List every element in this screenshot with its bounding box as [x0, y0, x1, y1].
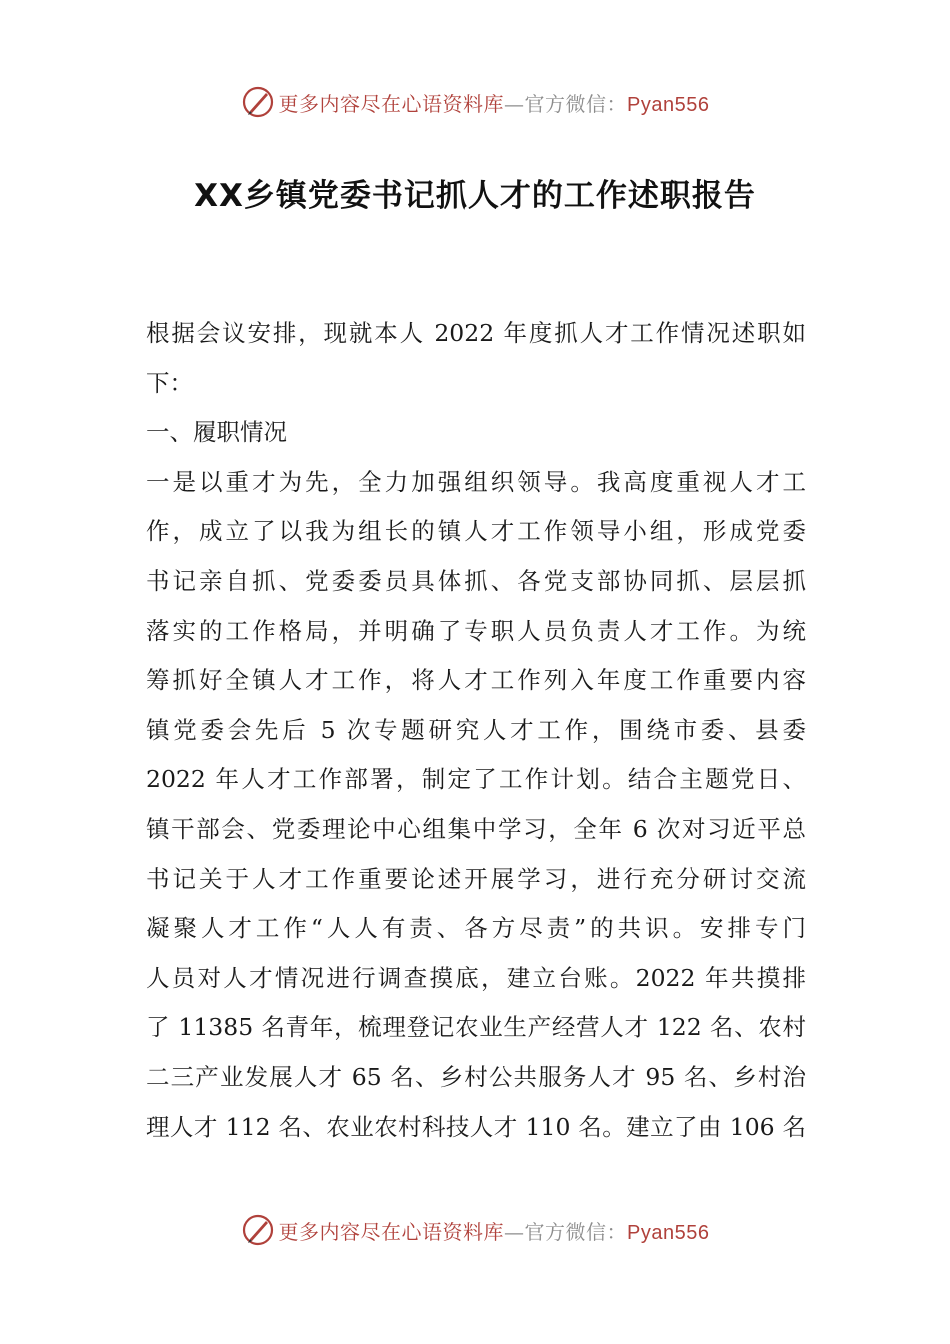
body-line: 镇干部会、党委理论中心组集中学习，全年 6 次对习近平总 [146, 814, 806, 843]
body-line: 落实的工作格局，并明确了专职人员负责人才工作。为统 [146, 616, 806, 645]
document-body [146, 309, 806, 1152]
body-line: 根据会议安排，现就本人 2022 年度抓人才工作情况述职如 [146, 319, 806, 347]
body-line: 书记亲自抓、党委委员具体抓、各党支部协同抓、层层抓 [146, 566, 806, 595]
body-line: 筹抓好全镇人才工作，将人才工作列入年度工作重要内容 [146, 666, 806, 695]
body-line: 二三产业发展人才 65 名、乡村公共服务人才 95 名、乡村治 [146, 1062, 806, 1091]
body-line: 作，成立了以我为组长的镇人才工作领导小组，形成党委 [146, 517, 806, 546]
body-line: 人员对人才情况进行调查摸底，建立台账。2022 年共摸排 [146, 963, 806, 992]
body-line: 了 11385 名青年，梳理登记农业生产经营人才 122 名、农村 [146, 1013, 806, 1042]
body-line: 凝聚人才工作“人人有责、各方尽责”的共识。安排专门 [146, 914, 806, 943]
body-line: 理人才 112 名、农业农村科技人才 110 名。建立了由 106 名 [146, 1112, 806, 1141]
document-title: XX乡镇党委书记抓人才的工作述职报告 [194, 178, 756, 214]
body-line: 2022 年人才工作部署，制定了工作计划。结合主题党日、 [146, 765, 806, 794]
watermark-text: 更多内容尽在心语资料库—官方微信：Pyan556 [278, 91, 710, 116]
body-line: 镇党委会先后 5 次专题研究人才工作，围绕市委、县委 [146, 715, 806, 744]
body-line: 一是以重才为先，全力加强组织领导。我高度重视人才工 [146, 467, 806, 496]
body-line: 下： [146, 368, 193, 397]
watermark-text: 更多内容尽在心语资料库—官方微信：Pyan556 [278, 1219, 710, 1244]
body-line: 书记关于人才工作重要论述开展学习，进行充分研讨交流 [146, 864, 806, 893]
watermark-banner-bottom [0, 1208, 950, 1252]
pen-logo-icon [241, 1213, 275, 1247]
body-line: 一、履职情况 [146, 418, 287, 447]
pen-logo-icon [241, 85, 275, 119]
watermark-banner-top [0, 80, 950, 124]
